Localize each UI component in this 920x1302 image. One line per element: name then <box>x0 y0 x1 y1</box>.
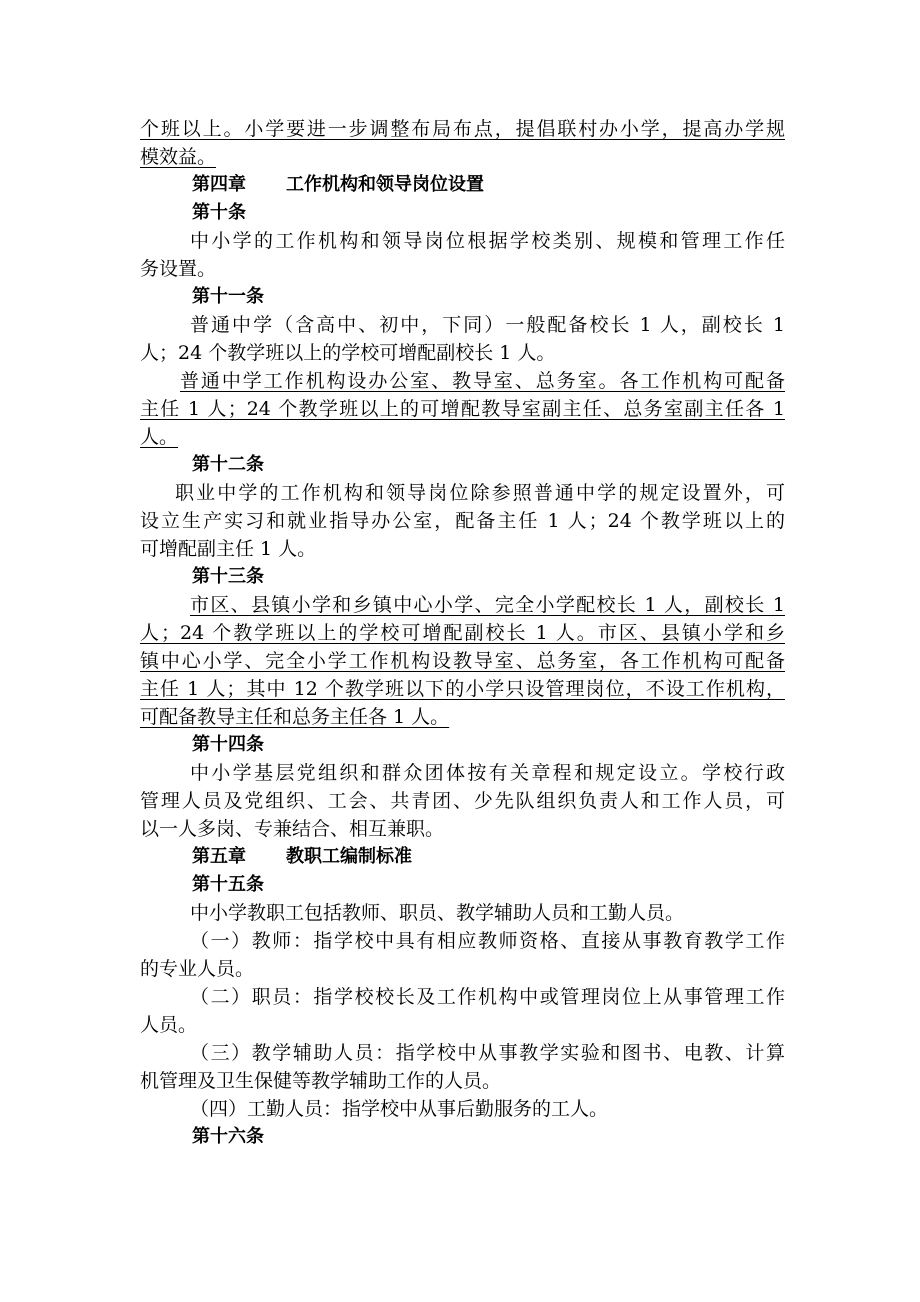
list-item-line: 机管理及卫生保健等教学辅助工作的人员。 <box>140 1070 502 1092</box>
paragraph-line: 个班以上。小学要进一步调整布局布点，提倡联村办小学，提高办学规 <box>140 118 785 140</box>
paragraph-line: 镇中心小学、完全小学工作机构设教导室、总务室，各工作机构可配备 <box>140 650 785 672</box>
chapter-title: 教职工编制标准 <box>286 846 412 867</box>
paragraph-line: 可配备教导主任和总务主任各 1 人。 <box>140 706 450 728</box>
paragraph-line: 普通中学工作机构设办公室、教导室、总务室。各工作机构可配备 <box>180 370 785 392</box>
chapter-heading <box>192 843 837 871</box>
paragraph-line: 市区、县镇小学和乡镇中心小学、完全小学配校长 1 人，副校长 1 <box>190 594 785 616</box>
paragraph-line: 模效益。 <box>140 146 217 168</box>
paragraph-line: 中小学基层党组织和群众团体按有关章程和规定设立。学校行政 <box>190 762 785 784</box>
chapter-number: 第四章 <box>192 174 246 195</box>
paragraph-line: 人。 <box>140 426 179 448</box>
paragraph-line: 管理人员及党组织、工会、共青团、少先队组织负责人和工作人员，可 <box>140 790 785 812</box>
paragraph-line: 中小学的工作机构和领导岗位根据学校类别、规模和管理工作任 <box>190 230 785 252</box>
list-item-line: 的专业人员。 <box>140 958 255 980</box>
paragraph-line: 人；24 个教学班以上的学校可增配副校长 1 人。 <box>140 342 556 364</box>
paragraph-line: 职业中学的工作机构和领导岗位除参照普通中学的规定设置外，可 <box>175 482 785 504</box>
paragraph-line: 普通中学（含高中、初中，下同）一般配备校长 1 人，副校长 1 <box>190 314 785 336</box>
chapter-title: 工作机构和领导岗位设置 <box>286 174 484 195</box>
list-item-line: （二）职员：指学校校长及工作机构中或管理岗位上从事管理工作 <box>190 986 785 1008</box>
paragraph-line: 中小学教职工包括教师、职员、教学辅助人员和工勤人员。 <box>190 902 685 924</box>
article-title: 第十五条 <box>192 874 264 895</box>
paragraph-line: 设立生产实习和就业指导办公室，配备主任 1 人；24 个教学班以上的 <box>140 510 785 532</box>
list-item-line: （一）教师：指学校中具有相应教师资格、直接从事教育教学工作 <box>190 930 785 952</box>
list-item-line: （四）工勤人员：指学校中从事后勤服务的工人。 <box>190 1098 609 1120</box>
list-item-line: （三）教学辅助人员：指学校中从事教学实验和图书、电教、计算 <box>190 1042 785 1064</box>
paragraph-line: 人；24 个教学班以上的学校可增配副校长 1 人。市区、县镇小学和乡 <box>140 622 785 644</box>
paragraph-line: 主任 1 人；其中 12 个教学班以下的小学只设管理岗位，不设工作机构， <box>140 678 785 700</box>
paragraph-line: 务设置。 <box>140 258 217 280</box>
paragraph-line: 主任 1 人；24 个教学班以上的可增配教导室副主任、总务室副主任各 1 <box>140 398 785 420</box>
list-item-line: 人员。 <box>140 1014 198 1036</box>
article-title: 第十二条 <box>192 454 264 475</box>
chapter-heading <box>192 171 837 199</box>
article-title: 第十条 <box>192 202 246 223</box>
article-title: 第十四条 <box>192 734 264 755</box>
paragraph-line: 可增配副主任 1 人。 <box>140 538 317 560</box>
article-title: 第十三条 <box>192 566 264 587</box>
paragraph-line: 以一人多岗、专兼结合、相互兼职。 <box>140 818 445 840</box>
chapter-number: 第五章 <box>192 846 246 867</box>
article-title: 第十六条 <box>192 1126 264 1147</box>
article-title: 第十一条 <box>192 286 264 307</box>
